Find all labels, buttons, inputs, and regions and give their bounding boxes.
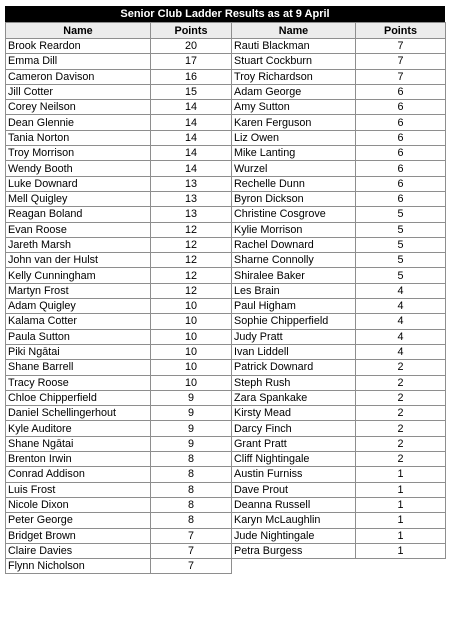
player-points-cell: 1 [356,482,446,497]
player-points-cell: 1 [356,497,446,512]
player-name-cell: Darcy Finch [232,421,356,436]
player-points-cell: 6 [356,115,446,130]
player-points-cell: 8 [151,497,232,512]
player-name-cell: Christine Cosgrove [232,207,356,222]
player-name-cell: Mike Lanting [232,146,356,161]
table-row [6,146,446,161]
player-points-cell: 10 [151,344,232,359]
player-points-cell: 12 [151,253,232,268]
player-points-cell: 2 [356,452,446,467]
table-row [6,299,446,314]
table-row [6,528,446,543]
player-name-cell: Adam Quigley [6,299,151,314]
player-name-cell: Troy Morrison [6,146,151,161]
player-points-cell: 9 [151,421,232,436]
table-row [6,191,446,206]
player-name-cell: Chloe Chipperfield [6,390,151,405]
player-points-cell: 7 [356,69,446,84]
table-row [6,543,446,558]
player-points-cell: 9 [151,406,232,421]
player-name-cell: Cameron Davison [6,69,151,84]
header-name-right: Name [232,23,356,39]
player-name-cell: Peter George [6,513,151,528]
player-name-cell: Mell Quigley [6,191,151,206]
player-name-cell: Paul Higham [232,299,356,314]
table-row [6,513,446,528]
player-points-cell: 5 [356,237,446,252]
table-row [6,253,446,268]
player-points-cell: 9 [151,436,232,451]
player-points-cell: 8 [151,482,232,497]
player-points-cell: 13 [151,191,232,206]
player-name-cell: Patrick Downard [232,360,356,375]
player-points-cell: 10 [151,329,232,344]
player-name-cell: Bridget Brown [6,528,151,543]
player-points-cell: 14 [151,161,232,176]
player-points-cell: 1 [356,467,446,482]
player-name-cell: Tania Norton [6,130,151,145]
player-points-cell: 13 [151,176,232,191]
player-name-cell: Daniel Schellingerhout [6,406,151,421]
table-row [6,406,446,421]
player-points-cell: 5 [356,222,446,237]
player-name-cell: Adam George [232,84,356,99]
player-name-cell: Claire Davies [6,543,151,558]
player-name-cell: Sharne Connolly [232,253,356,268]
player-name-cell: Conrad Addison [6,467,151,482]
player-points-cell: 7 [151,528,232,543]
player-name-cell: Luis Frost [6,482,151,497]
player-points-cell: 2 [356,375,446,390]
player-points-cell: 12 [151,268,232,283]
sheet-title: Senior Club Ladder Results as at 9 April [5,6,445,22]
player-points-cell: 2 [356,360,446,375]
player-points-cell: 6 [356,100,446,115]
player-name-cell: Deanna Russell [232,497,356,512]
player-points-cell: 4 [356,344,446,359]
player-points-cell: 7 [356,39,446,54]
table-row [6,115,446,130]
player-points-cell: 17 [151,54,232,69]
player-points-cell: 6 [356,176,446,191]
player-name-cell: Luke Downard [6,176,151,191]
player-name-cell: Karyn McLaughlin [232,513,356,528]
player-points-cell: 2 [356,421,446,436]
player-points-cell: 6 [356,161,446,176]
player-name-cell: Paula Sutton [6,329,151,344]
player-name-cell: Reagan Boland [6,207,151,222]
table-row [6,69,446,84]
player-name-cell: Cliff Nightingale [232,452,356,467]
player-points-cell: 2 [356,436,446,451]
table-row [6,39,446,54]
player-name-cell: Martyn Frost [6,283,151,298]
table-row [6,375,446,390]
player-name-cell: Rechelle Dunn [232,176,356,191]
player-points-cell: 10 [151,375,232,390]
player-name-cell: Shane Barrell [6,360,151,375]
player-points-cell: 14 [151,146,232,161]
player-points-cell: 2 [356,390,446,405]
table-row [6,176,446,191]
player-points-cell: 2 [356,406,446,421]
player-name-cell: Wendy Booth [6,161,151,176]
player-points-cell: 6 [356,130,446,145]
table-row [6,54,446,69]
table-row [6,222,446,237]
player-points-cell: 12 [151,222,232,237]
player-name-cell: Corey Neilson [6,100,151,115]
player-points-cell: 15 [151,84,232,99]
player-name-cell: Kalama Cotter [6,314,151,329]
player-name-cell: Wurzel [232,161,356,176]
player-name-cell: Emma Dill [6,54,151,69]
player-points-cell: 1 [356,543,446,558]
player-name-cell: Tracy Roose [6,375,151,390]
player-points-cell: 8 [151,513,232,528]
player-name-cell: Kylie Morrison [232,222,356,237]
player-name-cell: Kyle Auditore [6,421,151,436]
player-name-cell: Steph Rush [232,375,356,390]
player-points-cell: 16 [151,69,232,84]
player-name-cell: Grant Pratt [232,436,356,451]
table-row [6,421,446,436]
player-points-cell: 10 [151,360,232,375]
header-points-right: Points [356,23,446,39]
player-name-cell: John van der Hulst [6,253,151,268]
header-points-left: Points [151,23,232,39]
player-name-cell: Kelly Cunningham [6,268,151,283]
table-row [6,467,446,482]
player-points-cell: 14 [151,115,232,130]
player-points-cell: 1 [356,513,446,528]
player-name-cell: Austin Furniss [232,467,356,482]
table-row [6,452,446,467]
table-row [6,207,446,222]
player-points-cell: 7 [356,54,446,69]
player-name-cell: Flynn Nicholson [6,559,151,574]
table-row [6,130,446,145]
player-name-cell: Shiralee Baker [232,268,356,283]
player-points-cell: 6 [356,191,446,206]
player-name-cell: Piki Ngātai [6,344,151,359]
player-points-cell: 10 [151,299,232,314]
table-row [6,268,446,283]
ladder-rows [6,39,446,574]
player-points-cell: 20 [151,39,232,54]
player-name-cell: Stuart Cockburn [232,54,356,69]
player-points-cell: 4 [356,314,446,329]
player-points-cell: 4 [356,329,446,344]
player-points-cell: 13 [151,207,232,222]
player-name-cell: Troy Richardson [232,69,356,84]
table-row [6,482,446,497]
player-name-cell: Jude Nightingale [232,528,356,543]
table-row [6,390,446,405]
ladder-sheet [5,6,445,574]
player-name-cell: Evan Roose [6,222,151,237]
player-name-cell: Judy Pratt [232,329,356,344]
header-name-left: Name [6,23,151,39]
player-points-cell: 6 [356,146,446,161]
player-points-cell: 14 [151,100,232,115]
table-row [6,237,446,252]
player-points-cell: 5 [356,253,446,268]
player-name-cell: Rauti Blackman [232,39,356,54]
player-name-cell: Brenton Irwin [6,452,151,467]
player-points-cell: 5 [356,268,446,283]
player-points-cell: 6 [356,84,446,99]
player-points-cell: 9 [151,390,232,405]
player-name-cell: Nicole Dixon [6,497,151,512]
player-name-cell: Liz Owen [232,130,356,145]
empty-cell [232,559,356,574]
table-row [6,84,446,99]
table-row [6,344,446,359]
player-name-cell: Amy Sutton [232,100,356,115]
player-points-cell: 5 [356,207,446,222]
player-name-cell: Brook Reardon [6,39,151,54]
player-points-cell: 10 [151,314,232,329]
player-name-cell: Zara Spankake [232,390,356,405]
player-name-cell: Sophie Chipperfield [232,314,356,329]
player-points-cell: 12 [151,237,232,252]
player-name-cell: Dean Glennie [6,115,151,130]
player-name-cell: Ivan Liddell [232,344,356,359]
table-row [6,436,446,451]
player-points-cell: 12 [151,283,232,298]
player-points-cell: 14 [151,130,232,145]
table-row [6,559,446,574]
header-row [6,23,446,39]
table-row [6,329,446,344]
player-name-cell: Rachel Downard [232,237,356,252]
player-points-cell: 1 [356,528,446,543]
empty-cell [356,559,446,574]
table-row [6,497,446,512]
player-name-cell: Karen Ferguson [232,115,356,130]
player-points-cell: 8 [151,467,232,482]
table-row [6,360,446,375]
player-points-cell: 7 [151,559,232,574]
ladder-table [5,22,446,574]
table-row [6,100,446,115]
player-name-cell: Dave Prout [232,482,356,497]
player-name-cell: Kirsty Mead [232,406,356,421]
player-points-cell: 4 [356,299,446,314]
table-row [6,283,446,298]
table-row [6,314,446,329]
player-name-cell: Jill Cotter [6,84,151,99]
player-points-cell: 4 [356,283,446,298]
table-row [6,161,446,176]
player-name-cell: Petra Burgess [232,543,356,558]
player-name-cell: Les Brain [232,283,356,298]
player-name-cell: Jareth Marsh [6,237,151,252]
player-name-cell: Byron Dickson [232,191,356,206]
player-name-cell: Shane Ngātai [6,436,151,451]
player-points-cell: 8 [151,452,232,467]
player-points-cell: 7 [151,543,232,558]
